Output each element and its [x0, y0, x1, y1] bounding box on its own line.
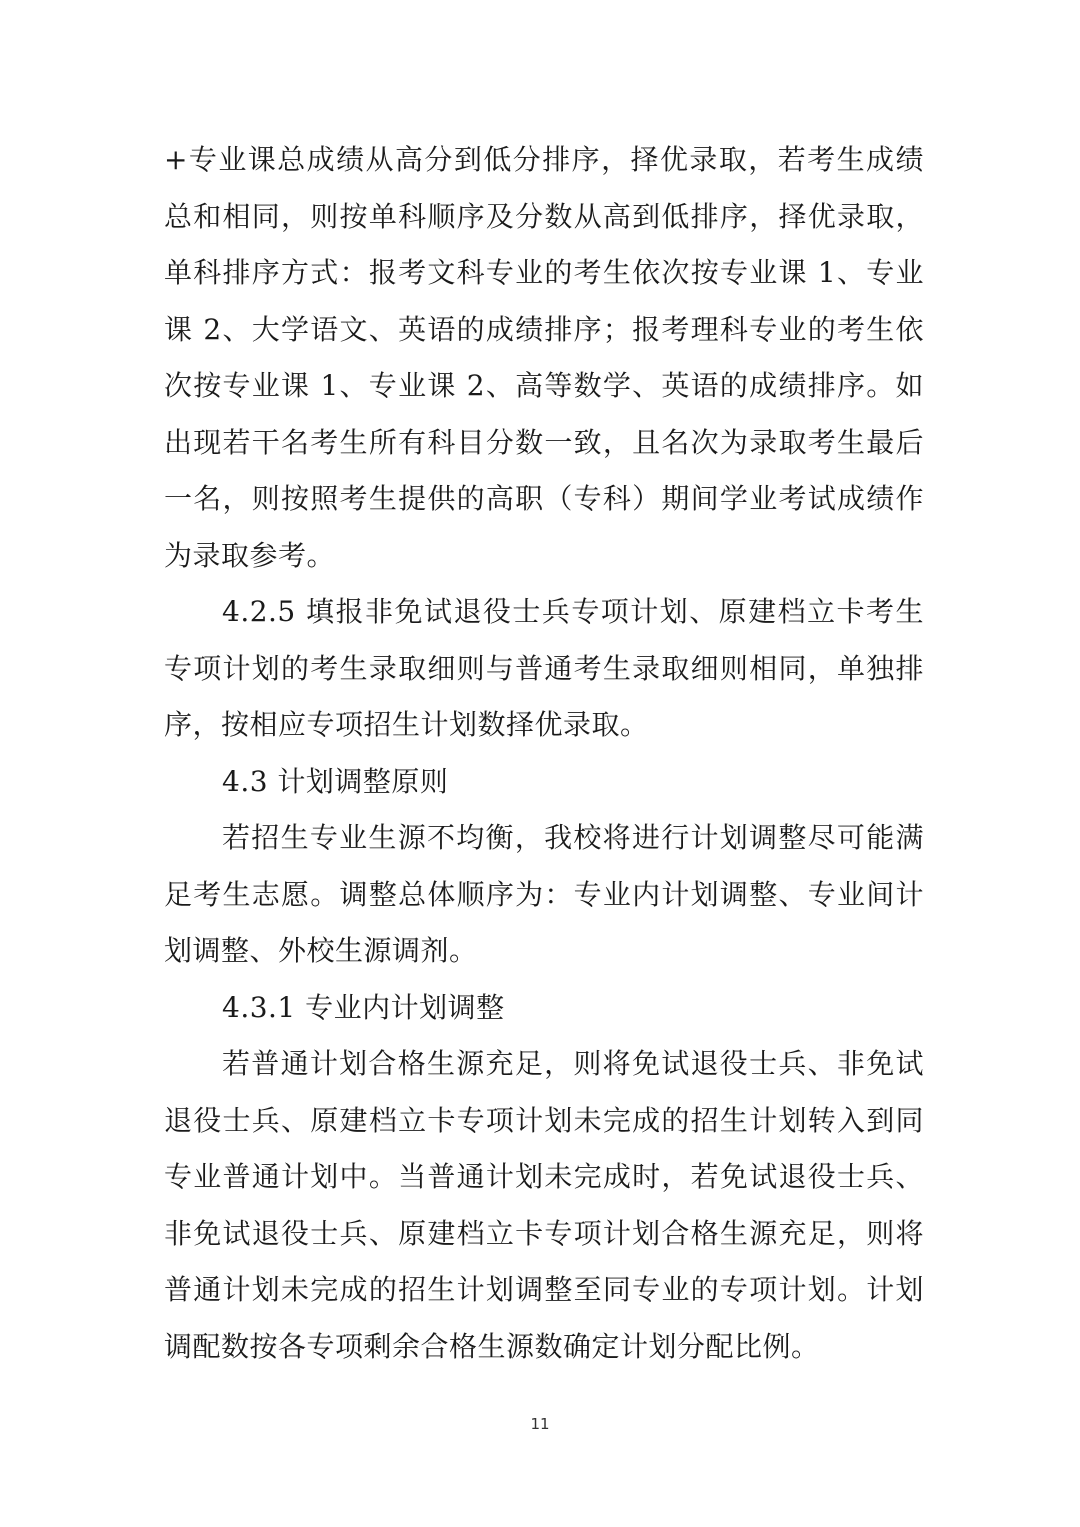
paragraph-line: 出现若干名考生所有科目分数一致，且名次为录取考生最后: [164, 426, 924, 459]
section-heading-4-2-5: 4.2.5 填报非免试退役士兵专项计划、原建档立卡考生: [222, 595, 924, 628]
paragraph-line: 序，按相应专项招生计划数择优录取。: [164, 708, 649, 741]
paragraph-line: 若招生专业生源不均衡，我校将进行计划调整尽可能满: [222, 821, 924, 854]
paragraph-line: 一名，则按照考生提供的高职（专科）期间学业考试成绩作: [164, 482, 924, 515]
paragraph-line: 足考生志愿。调整总体顺序为：专业内计划调整、专业间计: [164, 878, 924, 911]
paragraph-line: 调配数按各专项剩余合格生源数确定计划分配比例。: [164, 1330, 820, 1363]
paragraph-line: 总和相同，则按单科顺序及分数从高到低排序，择优录取，: [164, 200, 924, 233]
paragraph-line: 次按专业课 1、专业课 2、高等数学、英语的成绩排序。如: [164, 369, 924, 402]
paragraph-line: 专项计划的考生录取细则与普通考生录取细则相同，单独排: [164, 652, 924, 685]
paragraph-line: 划调整、外校生源调剂。: [164, 934, 478, 967]
section-heading-4-3: 4.3 计划调整原则: [222, 765, 449, 798]
paragraph-line: 专业普通计划中。当普通计划未完成时，若免试退役士兵、: [164, 1160, 924, 1193]
page-number: 11: [530, 1415, 550, 1433]
paragraph-line: 退役士兵、原建档立卡专项计划未完成的招生计划转入到同: [164, 1104, 924, 1137]
paragraph-line: 若普通计划合格生源充足，则将免试退役士兵、非免试: [222, 1047, 924, 1080]
paragraph-line: 普通计划未完成的招生计划调整至同专业的专项计划。计划: [164, 1273, 924, 1306]
paragraph-line: 单科排序方式：报考文科专业的考生依次按专业课 1、专业: [164, 256, 924, 289]
paragraph-line: 课 2、大学语文、英语的成绩排序；报考理科专业的考生依: [164, 313, 924, 346]
paragraph-line: 为录取参考。: [164, 539, 336, 572]
section-heading-4-3-1: 4.3.1 专业内计划调整: [222, 991, 505, 1024]
paragraph-line: +专业课总成绩从高分到低分排序，择优录取，若考生成绩: [164, 143, 924, 176]
paragraph-line: 非免试退役士兵、原建档立卡专项计划合格生源充足，则将: [164, 1217, 924, 1250]
